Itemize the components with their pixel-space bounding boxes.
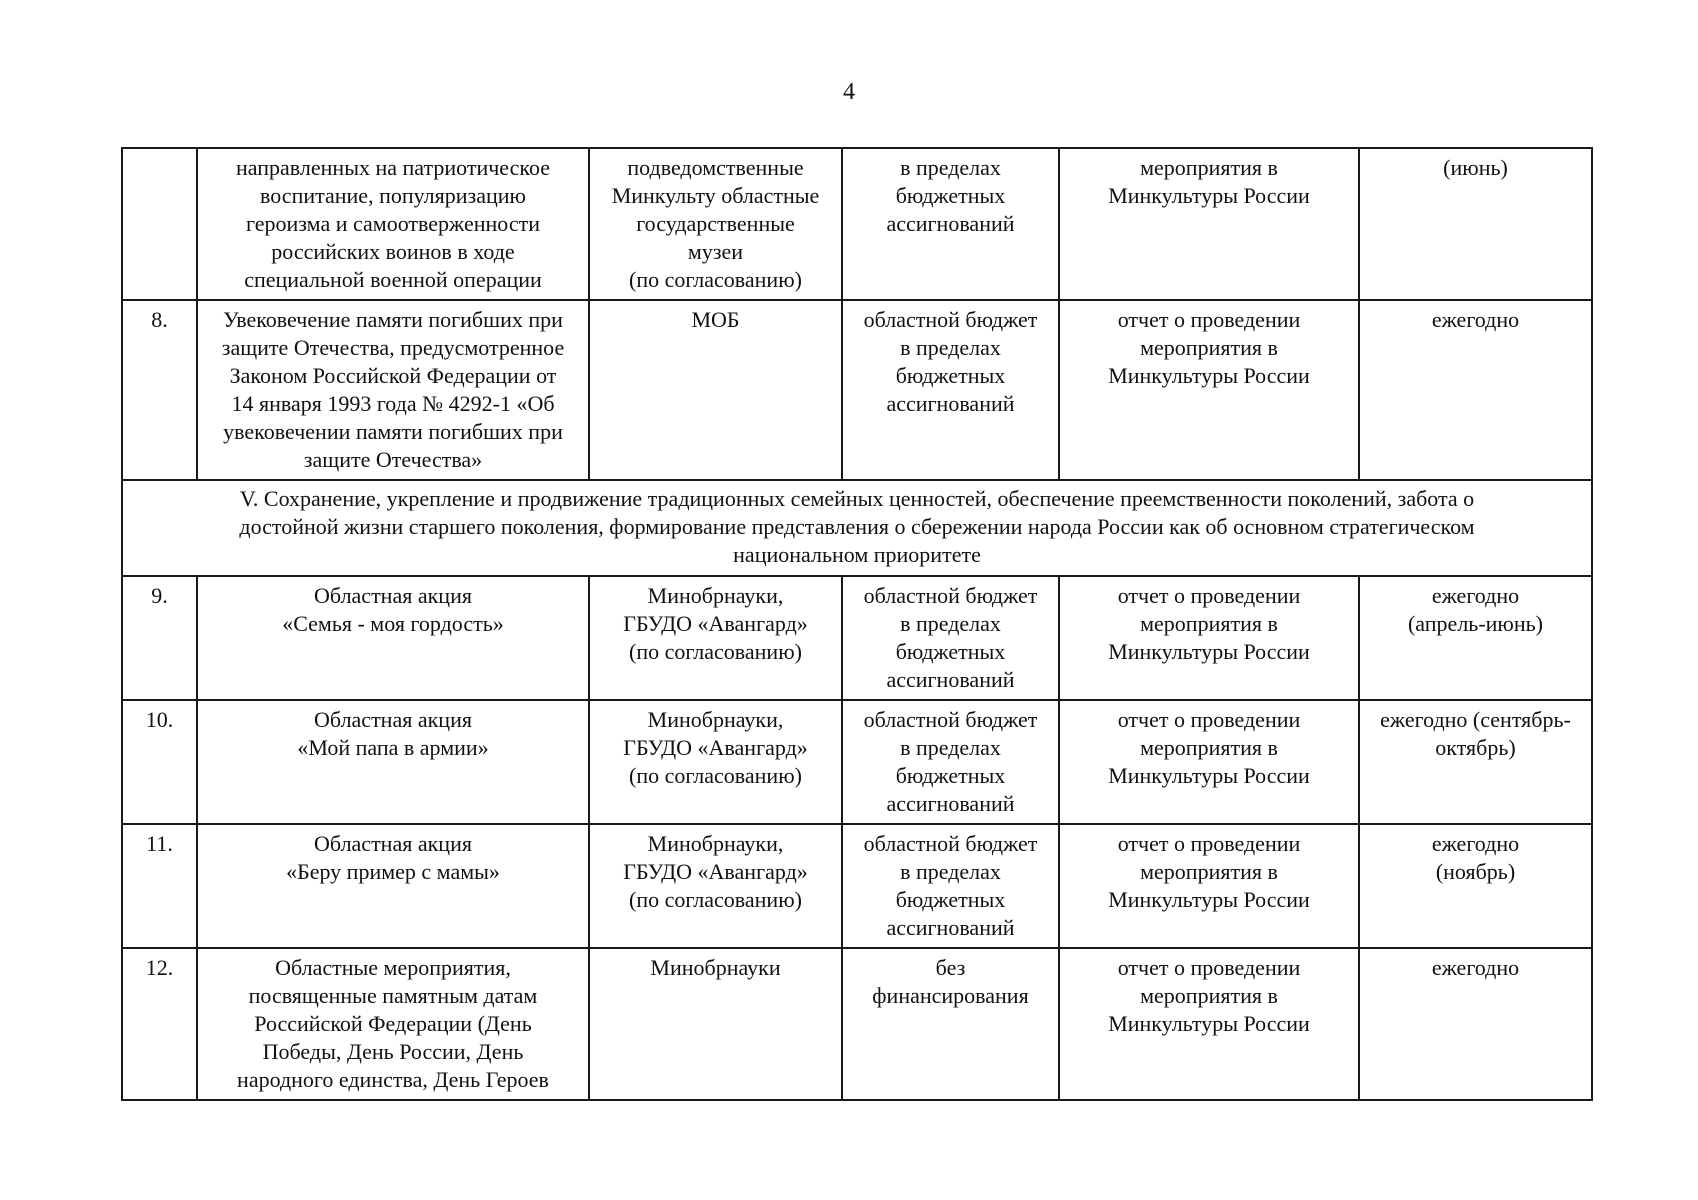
financing-source: областной бюджет в пределах бюджетных ассигнований xyxy=(842,300,1059,480)
row-number xyxy=(122,148,197,300)
event-name: Областные мероприятия, посвященные памятным датам Российской Федерации (День Победы, День России, День народного единства, День Героев xyxy=(197,948,589,1100)
table-row xyxy=(122,824,1592,948)
expected-result: отчет о проведении мероприятия в Минкультуры России xyxy=(1059,576,1359,700)
execution-term: (июнь) xyxy=(1359,148,1592,300)
expected-result: отчет о проведении мероприятия в Минкультуры России xyxy=(1059,948,1359,1100)
event-name: Областная акция «Беру пример с мамы» xyxy=(197,824,589,948)
row-number: 11. xyxy=(122,824,197,948)
event-name: направленных на патриотическое воспитание, популяризацию героизма и самоотверженности российских воинов в ходе специальной военной операции xyxy=(197,148,589,300)
section-heading-row xyxy=(122,480,1592,576)
table-row xyxy=(122,700,1592,824)
executor: Минобрнауки, ГБУДО «Авангард» (по согласованию) xyxy=(589,824,842,948)
execution-term: ежегодно (апрель-июнь) xyxy=(1359,576,1592,700)
financing-source: областной бюджет в пределах бюджетных ассигнований xyxy=(842,700,1059,824)
expected-result: отчет о проведении мероприятия в Минкультуры России xyxy=(1059,824,1359,948)
executor: Минобрнауки xyxy=(589,948,842,1100)
event-name: Областная акция «Мой папа в армии» xyxy=(197,700,589,824)
expected-result: отчет о проведении мероприятия в Минкультуры России xyxy=(1059,700,1359,824)
executor: подведомственные Минкульту областные государственные музеи (по согласованию) xyxy=(589,148,842,300)
financing-source: в пределах бюджетных ассигнований xyxy=(842,148,1059,300)
financing-source: областной бюджет в пределах бюджетных ассигнований xyxy=(842,576,1059,700)
row-number: 8. xyxy=(122,300,197,480)
expected-result: отчет о проведении мероприятия в Минкультуры России xyxy=(1059,300,1359,480)
execution-term: ежегодно (сентябрь- октябрь) xyxy=(1359,700,1592,824)
financing-source: областной бюджет в пределах бюджетных ассигнований xyxy=(842,824,1059,948)
executor: Минобрнауки, ГБУДО «Авангард» (по согласованию) xyxy=(589,576,842,700)
plan-table xyxy=(121,147,1593,1101)
expected-result: мероприятия в Минкультуры России xyxy=(1059,148,1359,300)
row-number: 12. xyxy=(122,948,197,1100)
execution-term: ежегодно xyxy=(1359,948,1592,1100)
executor: Минобрнауки, ГБУДО «Авангард» (по согласованию) xyxy=(589,700,842,824)
event-name: Областная акция «Семья - моя гордость» xyxy=(197,576,589,700)
event-name: Увековечение памяти погибших при защите Отечества, предусмотренное Законом Российской Федерации от 14 января 1993 года № 4292-1 «Об увековечении памяти погибших при защите Отечества» xyxy=(197,300,589,480)
table-row xyxy=(122,148,1592,300)
financing-source: без финансирования xyxy=(842,948,1059,1100)
execution-term: ежегодно xyxy=(1359,300,1592,480)
executor: МОБ xyxy=(589,300,842,480)
page-number: 4 xyxy=(843,79,855,105)
table-row xyxy=(122,576,1592,700)
table-row xyxy=(122,300,1592,480)
row-number: 9. xyxy=(122,576,197,700)
execution-term: ежегодно (ноябрь) xyxy=(1359,824,1592,948)
row-number: 10. xyxy=(122,700,197,824)
table-row xyxy=(122,948,1592,1100)
section-title: V. Сохранение, укрепление и продвижение традиционных семейных ценностей, обеспечение преемственности поколений, забота о достойной жизни старшего поколения, формирование представления о сбережении народа России как об основном стратегическом национальном приоритете xyxy=(122,480,1592,576)
